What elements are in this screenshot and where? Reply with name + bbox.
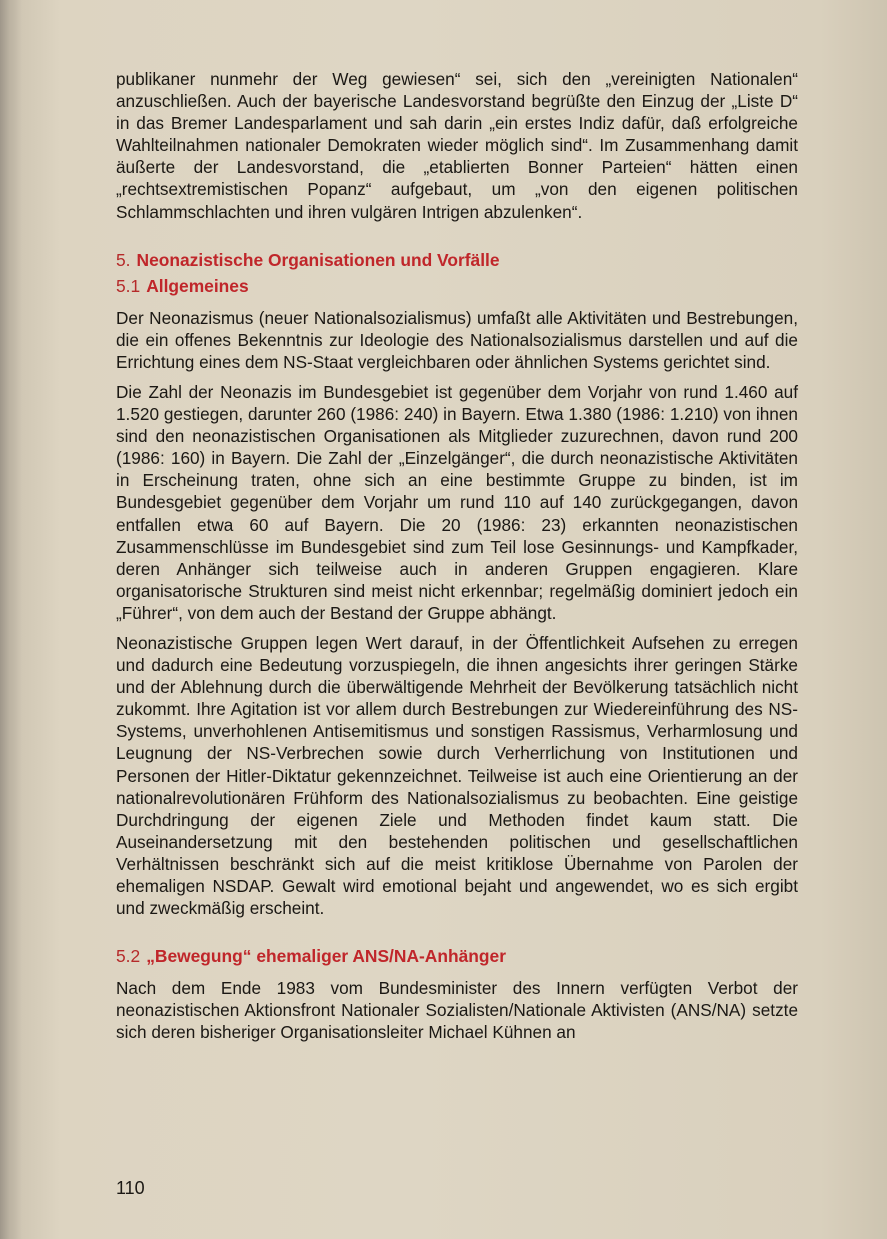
section-5-1-paragraph-3: Neonazistische Gruppen legen Wert darauf, in der Öffentlichkeit Aufsehen zu erregen und dadurch eine Bedeutung vorzuspiegeln, die ihnen angesichts ihrer geringen Stärke und der Ablehnung durch die überwältigende Mehrheit der Bevölkerung tatsächlich nicht zukommt. Ihre Agitation ist vor allem durch Bestrebungen zur Wiedereinführung des NS-Systems, unverhohlenen Antisemitismus und sonstigen Rassismus, Verharmlosung und Leugnung der NS-Verbrechen sowie durch Verherrlichung von Institutionen und Personen der Hitler-Diktatur gekennzeichnet. Teilweise ist auch eine Orientierung an der nationalrevolutionären Frühform des Nationalsozialismus zu beobachten. Eine geistige Durchdringung der eigenen Ziele und Methoden findet kaum statt. Die Auseinandersetzung mit den bestehenden politischen und gesellschaftlichen Verhältnissen beschränkt sich auf die meist kritiklose Übernahme von Parolen der ehemaligen NSDAP. Gewalt wird emotional bejaht und angewendet, wo es sich ergibt und zweckmäßig erscheint. [116, 632, 798, 919]
continuation-paragraph: publikaner nunmehr der Weg gewiesen“ sei, sich den „vereinigten Nationalen“ anzuschließen. Auch der bayerische Landesvorstand begrüßte den Einzug der „Liste D“ in das Bremer Landesparlament und sah darin „ein erstes Indiz dafür, daß erfolgreiche Wahlteilnahmen nationaler Demokraten wieder möglich sind“. Im Zusammenhang damit äußerte der Landesvorstand, die „etablierten Bonner Parteien“ hätten einen „rechtsextremistischen Popanz“ aufgebaut, um „von den eigenen politischen Schlammschlachten und ihren vulgären Intrigen abzulenken“. [116, 69, 798, 222]
page-body [116, 68, 798, 1043]
section-5-title: Neonazistische Organisationen und Vorfälle [136, 249, 500, 270]
section-5-2-heading [116, 945, 798, 967]
section-5-1-paragraph-2: Die Zahl der Neonazis im Bundesgebiet ist gegenüber dem Vorjahr von rund 1.460 auf 1.520 gestiegen, darunter 260 (1986: 240) in Bayern. Etwa 1.380 (1986: 1.210) von ihnen sind den neonazistischen Organisationen als Mitglieder zuzurechnen, davon rund 200 (1986: 160) in Bayern. Die Zahl der „Einzelgänger“, die durch neonazistische Aktivitäten in Erscheinung traten, ohne sich an eine bestimmte Gruppe zu binden, ist im Bundesgebiet gegenüber dem Vorjahr um rund 110 auf 140 zurückgegangen, davon entfallen etwa 60 auf Bayern. Die 20 (1986: 23) erkannten neonazistischen Zusammenschlüsse im Bundesgebiet sind zum Teil lose Gesinnungs- und Kampfkader, deren Anhänger sich teilweise auch in anderen Gruppen engagieren. Klare organisatorische Strukturen sind meist nicht erkennbar; regelmäßig dominiert jedoch ein „Führer“, von dem auch der Bestand der Gruppe abhängt. [116, 381, 798, 623]
section-5-1-paragraph-1: Der Neonazismus (neuer Nationalsozialismus) umfaßt alle Aktivitäten und Bestrebungen, die ein offenes Bekenntnis zur Ideologie des Nationalsozialismus darstellen und auf die Errichtung eines dem NS-Staat vergleichbaren oder ähnlichen Systems gerichtet sind. [116, 307, 798, 372]
section-5-1-number: 5.1 [116, 275, 141, 296]
section-5-number: 5. [116, 249, 131, 270]
section-5-1-heading [116, 275, 798, 297]
section-5-2-number: 5.2 [116, 946, 141, 967]
section-5-heading [116, 249, 798, 271]
section-5-2-paragraph-1: Nach dem Ende 1983 vom Bundesminister des Innern verfügten Verbot der neonazistischen Aktionsfront Nationaler Sozialisten/Nationale Aktivisten (ANS/NA) setzte sich deren bisheriger Organisationsleiter Michael Kühnen an [116, 978, 798, 1043]
section-5-1-title: Allgemeines [146, 275, 249, 296]
page-binding-shadow [0, 0, 22, 1239]
section-5-2-title: „Bewegung“ ehemaliger ANS/NA-Anhänger [146, 946, 506, 967]
page-number: 110 [116, 1178, 145, 1198]
